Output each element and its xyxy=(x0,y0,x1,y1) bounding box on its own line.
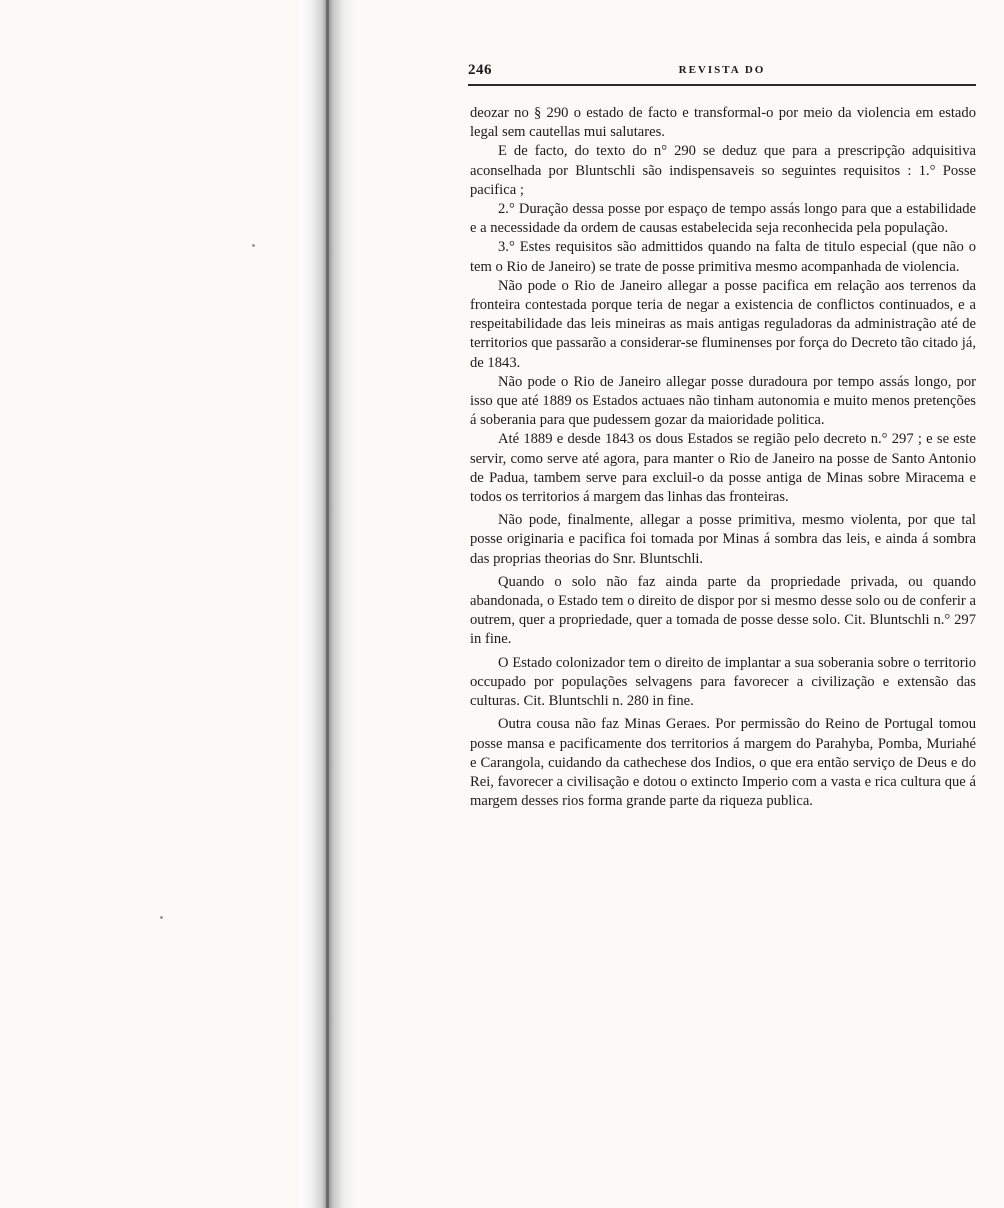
scan-speck xyxy=(252,244,255,247)
paragraph: E de facto, do texto do n° 290 se deduz que para a prescripção adquisitiva aconselhada por Bluntschli são indispensaveis so seguintes requisitos : 1.° Posse pacifica ; xyxy=(470,143,976,198)
paragraph: Não pode, finalmente, allegar a posse primitiva, mesmo violenta, por que tal posse originaria e pacifica foi tomada por Minas á sombra das leis, e ainda á sombra das proprias theorias do Snr. Bluntschli. xyxy=(470,512,976,567)
book-gutter xyxy=(300,0,358,1208)
body-text xyxy=(470,104,976,811)
paragraph: Até 1889 e desde 1843 os dous Estados se região pelo decreto n.° 297 ; e se este servir, como serve até agora, para manter o Rio de Janeiro na posse de Santo Antonio de Padua, tambem serve para excluil-o da posse antiga de Minas sobre Miracema e todos os territorios á margem das linhas das fronteiras. xyxy=(470,431,976,506)
paragraph: Quando o solo não faz ainda parte da propriedade privada, ou quando abandonada, o Estado tem o direito de dispor por si mesmo desse solo ou de conferir a outrem, quer a propriedade, quer a tomada de posse desse solo. Cit. Bluntschli n.° 297 in fine. xyxy=(470,573,976,648)
header-rule xyxy=(468,84,976,86)
paragraph: 3.° Estes requisitos são admittidos quando na falta de titulo especial (que não o tem o Rio de Janeiro) se trate de posse primitiva mesmo acompanhada de violencia. xyxy=(470,239,976,275)
paragraph: Não pode o Rio de Janeiro allegar posse duradoura por tempo assás longo, por isso que até 1889 os Estados actuaes não tinham autonomia e muito menos pretenções á soberania para que pudessem gozar da maioridade politica. xyxy=(470,373,976,429)
paragraph: deozar no § 290 o estado de facto e transformal-o por meio da violencia em estado legal sem cautellas mui salutares. xyxy=(470,105,976,141)
paragraph: Não pode o Rio de Janeiro allegar a posse pacifica em relação aos terrenos da fronteira contestada porque teria de negar a existencia de conflictos continuados, e a respeitabilidade das leis mineiras as mais antigas reguladoras da administração até de territorios que passarão a considerar-se fluminenses por força do Decreto tão citado já, de 1843. xyxy=(470,277,976,371)
paragraph: Outra cousa não faz Minas Geraes. Por permissão do Reino de Portugal tomou posse mansa e pacificamente dos territorios á margem do Parahyba, Pomba, Muriahé e Carangola, cuidando da cathechese dos Indios, o que era então serviço de Deus e do Rei, favorecer a civilisação e dotou o extincto Imperio com a vasta e rica cultura que á margem desses rios forma grande parte da riqueza publica. xyxy=(470,716,976,810)
running-head: REVISTA DO xyxy=(678,64,766,76)
paragraph: O Estado colonizador tem o direito de implantar a sua soberania sobre o territorio occupado por populações selvagens para favorecer a civilização e extensão das culturas. Cit. Bluntschli n. 280 in fine. xyxy=(470,654,976,710)
binding-edge xyxy=(326,0,329,1208)
scan-speck xyxy=(160,916,163,919)
page-header xyxy=(468,62,976,88)
page-number: 246 xyxy=(468,62,492,78)
paragraph: 2.° Duração dessa posse por espaço de tempo assás longo para que a estabilidade e a necessidade da ordem de causas estabelecida seja reconhecida pela população. xyxy=(470,201,976,237)
